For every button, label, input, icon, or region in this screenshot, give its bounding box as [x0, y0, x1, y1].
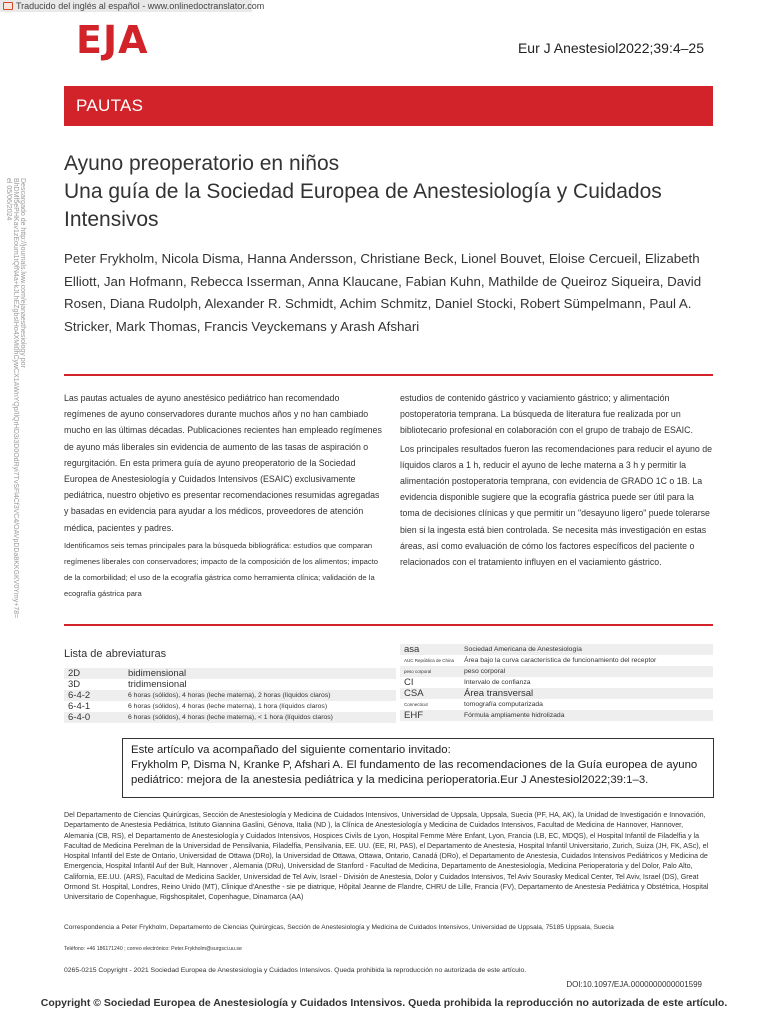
- author-list: Peter Frykholm, Nicola Disma, Hanna Andersson, Christiane Beck, Lionel Bouvet, Eloise Cercueil, Elizabeth Elliott, Jan Hofmann, Rebecca Isserman, Anna Klaucane, Fabian Kuhn, Mathilde de Queiroz Siqueira, David Rosen, Diana Rudolph, Alexander R. Schmidt, Achim Schmitz, Daniel Stocki, Robert Sümpelmann, Paul A. Stricker, Mark Thomas, Francis Veyckemans y Arash Afshari: [64, 251, 702, 334]
- abbr-key: 6-4-1: [68, 701, 91, 712]
- footer-copyright: Copyright © Sociedad Europea de Anestesiología y Cuidados Intensivos. Queda prohibida la reproducción no autorizada de este artículo.: [40, 997, 728, 1009]
- abbr-value: bidimensional: [124, 668, 396, 679]
- abbr-value: 6 horas (sólidos), 4 horas (leche materna), 1 hora (líquidos claros): [128, 703, 328, 710]
- table-row: [64, 668, 396, 679]
- table-row: [400, 677, 713, 688]
- abstract-paragraph: Las pautas actuales de ayuno anestésico pediátrico han recomendado regímenes de ayuno conservadores durante muchos años y no han cambiado mucho en las últimas décadas. Publicaciones recientes han empleado regímenes de ayuno más liberales sin evidencia de aumento de las tasas de aspiración o regurgitación. En esta primera guía de ayuno preoperatorio de la Sociedad Europea de Anestesiología y Cuidados Intensivos (ESAIC) exclusivamente pediátrica, nuestro objetivo es presentar recomendaciones resumidas agregadas y basadas en evidencia para ayudar a los médicos, proveedores de atención médica, pacientes y padres.: [64, 393, 382, 533]
- section-banner: [64, 86, 713, 126]
- table-row: [400, 644, 713, 655]
- abstract-left-column: [64, 390, 382, 604]
- abbr-key: CSA: [400, 688, 460, 699]
- abbreviations-table-left: [64, 668, 396, 723]
- abbr-value: peso corporal: [460, 666, 713, 677]
- abstract-right-column: [400, 390, 714, 572]
- title-line-2: Una guía de la Sociedad Europea de Anestesiología y Cuidados Intensivos: [64, 180, 662, 231]
- abbr-key: asa: [400, 644, 460, 655]
- abbr-value: Fórmula ampliamente hidrolizada: [460, 710, 713, 721]
- abbr-key: CI: [404, 677, 414, 688]
- commentary-intro: Este artículo va acompañado del siguiente comentario invitado:: [131, 744, 451, 756]
- abstract-paragraph: Identificamos seis temas principales para la búsqueda bibliográfica: estudios que comparan regímenes liberales con conservadores; impacto de la composición de los alimentos; impacto de la comorbilidad; el uso de la ecografía gástrica como herramienta clínica; validación de la ecografía gástrica para: [64, 540, 379, 598]
- abbr-value: 6 horas (sólidos), 4 horas (leche materna), 2 horas (líquidos claros): [124, 690, 396, 701]
- affiliations: Del Departamento de Ciencias Quirúrgicas, Sección de Anestesiología y Medicina de Cuidados Intensivos, Universidad de Uppsala, Uppsala, Suecia (PF, HA, AK), la Unidad de Investigación e Innovación, Departamento de Anestesia Pediátrica, Istituto Giannina Gaslini, Génova, Italia (ND ), la Clínica de Anestesiología y Medicina de Cuidados Intensivos, Facultad de Medicina de Hannover, Hannover, Alemania (CB, RS), el Departamento de Anestesiología y Cuidados Intensivos, Hospices Civils de Lyon, Hospital Femme Mère Enfant, Lyon, Francia (LB, EC, MDQS), el Hospital Infantil de Filadelfia y la Facultad de Medicina Perelman de la Universidad de Pensilvania, Filadelfia, Pensilvania, EE. UU. (EE, RI, PAS), el Departamento de Anestesia, Hospital Infantil Universitario, Zurich, Suiza (JH, FK, ASc), el Hospital Infantil del Este de Ontario, Universidad de Ottawa (DRo), la Universidad de Ottawa, Ottawa, Ontario, Canadá (DRo), el Departamento de Anestesia, Cuidados Intensivos Pediátricos y Medicina de Emergencia, Hospital Infantil Auf der Bult, Hannover , Alemania (DRu), Universidad de Stanford - Facultad de Medicina, Departamento de Anestesiología, Medicina Perioperatoria y del Dolor, Palo Alto, California, EE.UU. (ARS), Facultad de Medicina Sackler, Universidad de Tel Aviv, Israel - División de Anestesia, Dolor y Cuidados Intensivos, Tel Aviv Sourasky Medical Center, Tel Aviv, Israel (DS), Great Ormond St. Hospital, Londres, Reino Unido (MT), Clinique d'Anesthe - sie pe diatrique, Hôpital Jeanne de Flandre, CHRU de Lille, Francia (FV), Departamento de Anestesia Pediátrica y Obstétrica, Hospital Universitario de Copenhague, Rigshospitalet, Copenhague, Dinamarca (AA): [64, 811, 709, 902]
- abbr-value: Área bajo la curva característica de funcionamiento del receptor: [464, 657, 657, 664]
- translator-banner[interactable]: [0, 0, 265, 12]
- table-row: [400, 655, 713, 666]
- table-row: [64, 701, 396, 712]
- abbr-value: 6 horas (sólidos), 4 horas (leche materna), < 1 hora (líquidos claros): [124, 712, 396, 723]
- table-row: [400, 688, 713, 699]
- abbr-key: AUC República de China: [404, 658, 455, 663]
- commentary-citation: Frykholm P, Disma N, Kranke P, Afshari A. El fundamento de las recomendaciones de la Guía europea de ayuno pediátrico: mejora de la anestesia pediátrica y la medicina perioperatoria.Eur J Anestesiol2022;39:1–3.: [131, 759, 698, 786]
- abbr-key: EHF: [400, 710, 460, 721]
- abbr-key: 3D: [68, 679, 81, 690]
- translator-icon: [3, 2, 13, 10]
- abbr-value: Intervalo de confianza: [464, 679, 531, 686]
- correspondence: Correspondencia a Peter Frykholm, Departamento de Ciencias Quirúrgicas, Sección de Anestesiología y Medicina de Cuidados Intensivos, Universidad de Uppsala, 75185 Uppsala, Suecia: [64, 924, 614, 931]
- table-row: [64, 690, 396, 701]
- article-title: [64, 150, 714, 234]
- copyright-notice: 0265-0215 Copyright - 2021 Sociedad Europea de Anestesiología y Cuidados Intensivos. Queda prohibida la reproducción no autorizada de este artículo.: [64, 967, 527, 974]
- table-row: [64, 679, 396, 690]
- journal-logo: EJA: [76, 18, 149, 62]
- table-row: [400, 710, 713, 721]
- abstract-paragraph: estudios de contenido gástrico y vaciamiento gástrico; y alimentación postoperatoria temprana. La búsqueda de literatura fue realizada por un bibliotecario profesional en colaboración con el grupo de trabajo de ESAIC.: [400, 393, 693, 436]
- abbreviations-title: Lista de abreviaturas: [64, 648, 167, 660]
- abbr-key: 6-4-0: [64, 712, 124, 723]
- abstract-paragraph: Los principales resultados fueron las recomendaciones para reducir el ayuno de líquidos claros a 1 h, reducir el ayuno de leche materna a 3 h y permitir la alimentación postoperatoria temprana, con evidencia de GRADO 1C o 1B. La evidencia disponible sugiere que la ecografía gástrica puede ser útil para la toma de decisiones clínicas y que permitir un "desayuno ligero" puede tolerarse bien si la ingesta está bien controlada. Se necesita más investigación en estas áreas, así como evaluación de cómo los factores específicos del paciente o relacionados con el tratamiento influyen en el vaciamiento gástrico.: [400, 443, 712, 568]
- abbreviations-table-right: [400, 644, 713, 721]
- divider: [64, 374, 713, 376]
- journal-citation: Eur J Anestesiol2022;39:4–25: [517, 40, 704, 56]
- section-label: PAUTAS: [76, 96, 144, 115]
- table-row: [64, 712, 396, 723]
- download-watermark: Descargado de http://journals.lww.com/ejanaesthesiology por BhDMf5ePHKav1zEoum1tQfN4a+kJLhEZgbsIHo4XMi0hCywCX1AWnYQp/IlQrHD3i3D0OdRyi7TvSFl4Cf3VC4/OAVpDDa8KKGKV0Ymy+78= el 05/06/2024: [5, 178, 26, 619]
- doi: DOI:10.1097/EJA.0000000000001599: [566, 980, 702, 989]
- abbr-key: 2D: [64, 668, 124, 679]
- abbr-key: Connecticut: [404, 702, 428, 707]
- abbr-key: 6-4-2: [64, 690, 124, 701]
- title-line-1: Ayuno preoperatorio en niños: [64, 152, 340, 175]
- abbr-key: peso corporal: [400, 666, 460, 677]
- table-row: [400, 699, 713, 710]
- abbr-value: Área transversal: [460, 688, 713, 699]
- invited-commentary-box: [122, 738, 714, 798]
- abbr-value: Sociedad Americana de Anestesiología: [460, 644, 713, 655]
- abbr-value: tomografía computarizada: [464, 701, 543, 708]
- translator-link[interactable]: Traducido del inglés al español - www.onlinedoctranslator.com: [16, 1, 265, 11]
- table-row: [400, 666, 713, 677]
- contact-phone-email: Teléfono: +46 186171240 ; correo electrónico: Peter.Frykholm@surgsci.uu.se: [64, 946, 242, 952]
- divider: [64, 624, 713, 626]
- abbr-value: tridimensional: [128, 679, 187, 690]
